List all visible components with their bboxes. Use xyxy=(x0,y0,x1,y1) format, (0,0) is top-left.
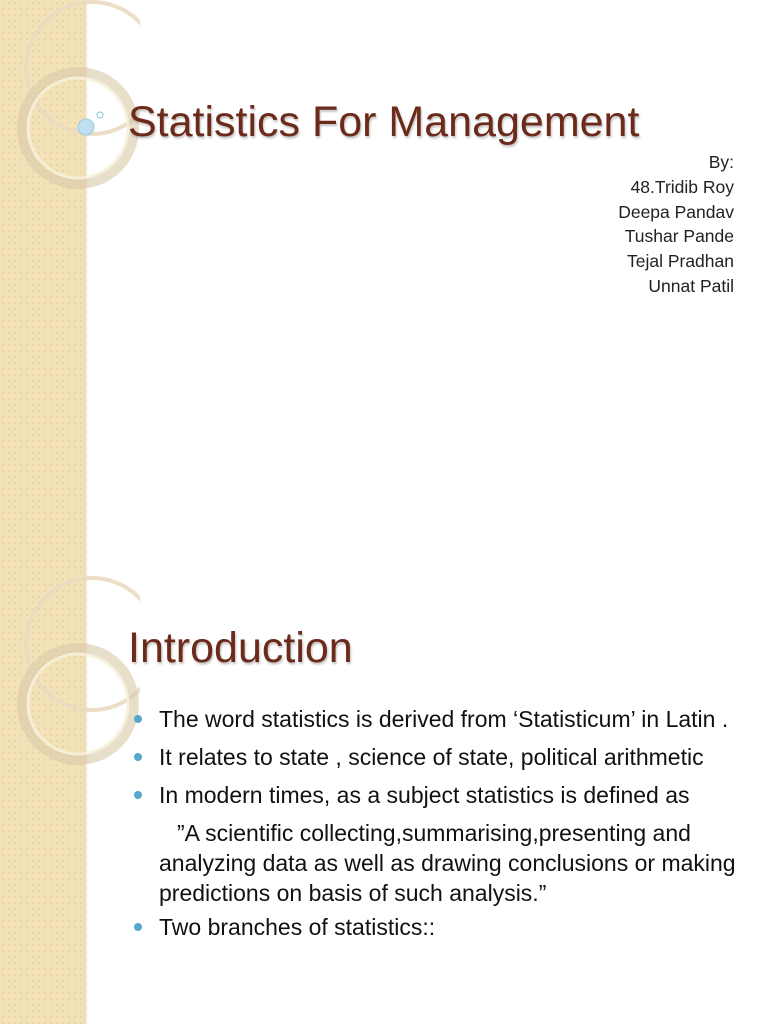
list-item xyxy=(132,704,742,734)
bullet-list xyxy=(132,704,742,950)
bullet-text: Two branches of statistics:: xyxy=(159,914,436,940)
authors-by-label: By: xyxy=(708,152,734,172)
authors-list xyxy=(618,150,734,299)
bullet-dot-icon xyxy=(134,715,142,723)
author-name: Tejal Pradhan xyxy=(626,251,734,272)
list-item xyxy=(132,912,742,942)
bullet-text: The word statistics is derived from ‘Statisticum’ in Latin . xyxy=(159,706,729,732)
author-name: Deepa Pandav xyxy=(618,201,734,222)
introduction-slide xyxy=(0,576,768,1024)
list-item xyxy=(132,742,742,772)
bullet-dot-icon xyxy=(134,791,142,799)
bullet-dot-icon xyxy=(134,923,142,931)
definition-quote: ”A scientific collecting,summarising,presenting and analyzing data as well as drawing conclusions or making predictions on basis of such analysis.” xyxy=(159,820,736,906)
decorative-rings xyxy=(0,576,140,776)
slide-heading: Introduction xyxy=(128,624,353,672)
decorative-rings xyxy=(0,0,140,200)
bullet-dot-icon xyxy=(134,753,142,761)
author-name: Unnat Patil xyxy=(648,275,734,296)
slide-title: Statistics For Management xyxy=(128,98,640,146)
list-item xyxy=(132,780,742,810)
bullet-text: It relates to state , science of state, political arithmetic xyxy=(159,744,704,770)
author-name: 48.Tridib Roy xyxy=(630,176,734,197)
bullet-text: In modern times, as a subject statistics is defined as xyxy=(159,782,690,808)
author-name: Tushar Pande xyxy=(624,226,734,247)
